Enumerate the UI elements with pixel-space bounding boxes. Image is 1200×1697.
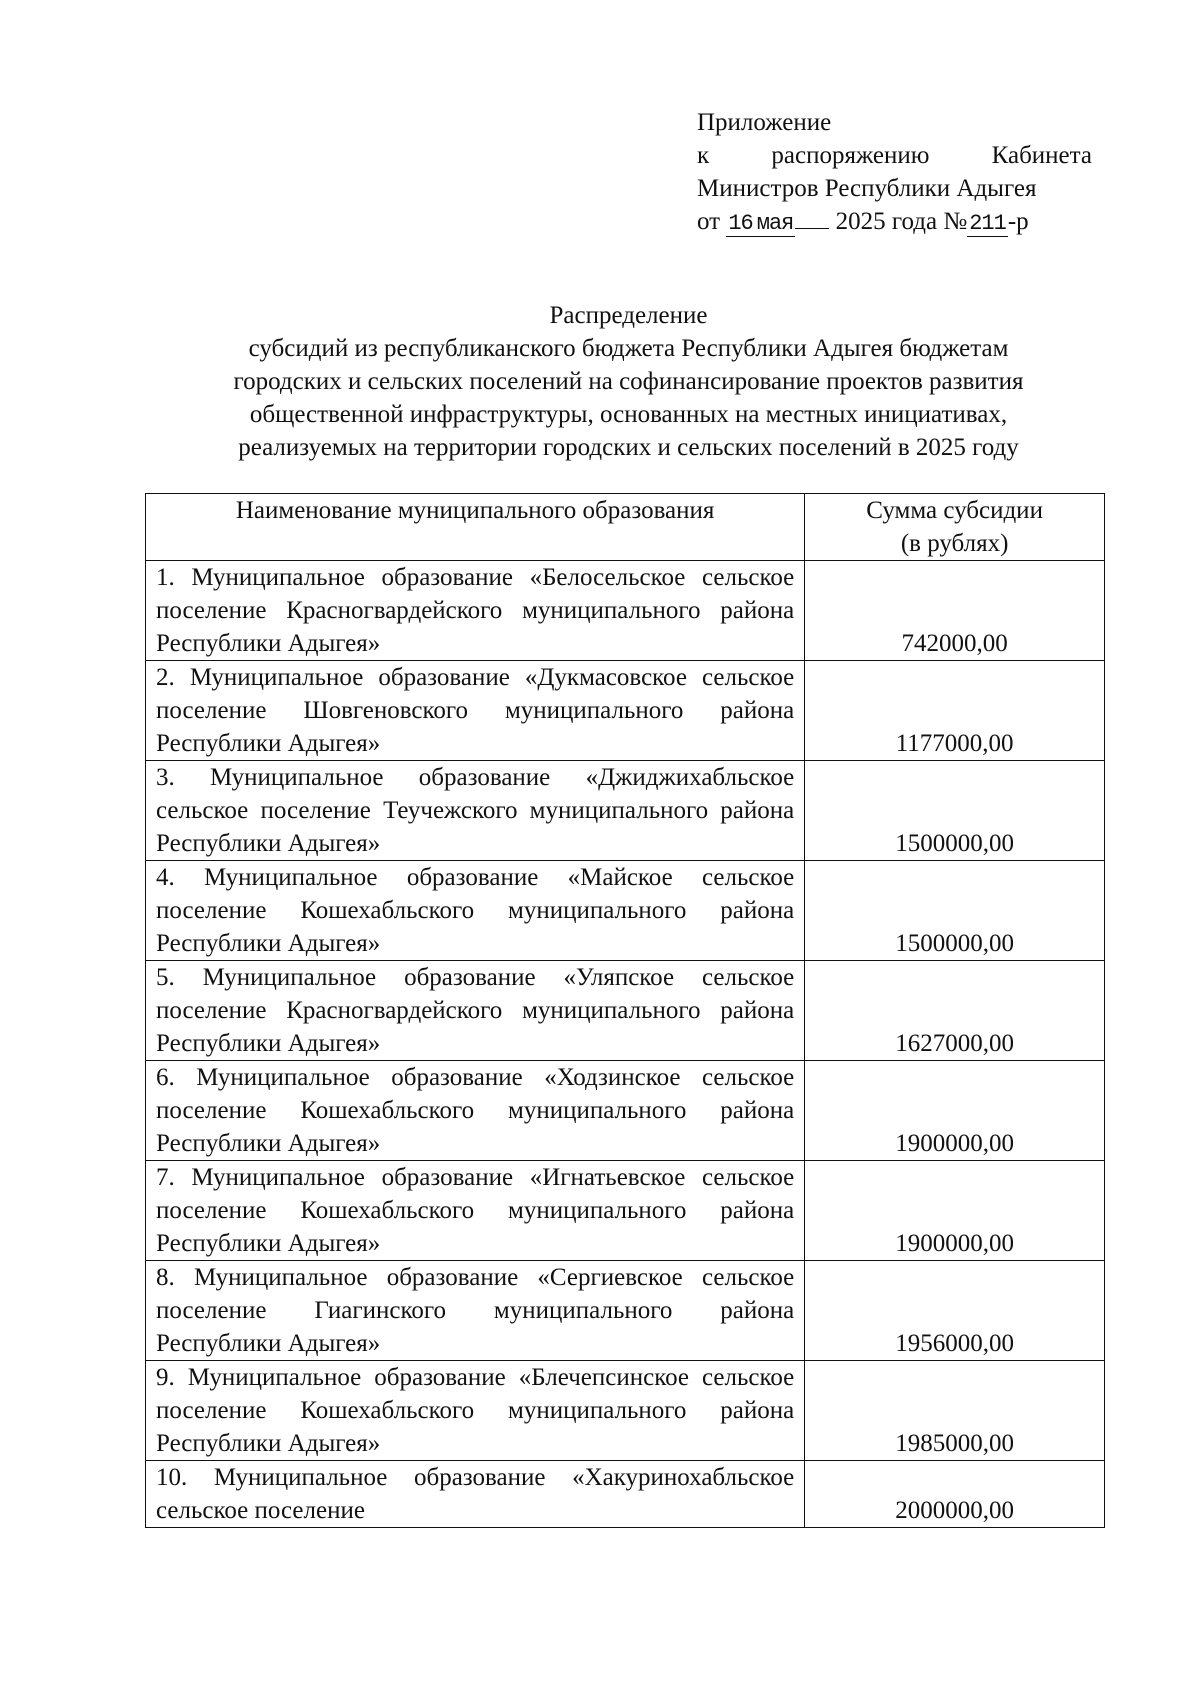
municipality-name: 6. Муниципальное образование «Ходзинское сельское поселение Кошехабльского муниципального района Республики Адыгея» [146,1061,805,1161]
municipality-name: 10. Муниципальное образование «Хакуринохабльское сельское поселение [146,1461,805,1528]
municipality-name: 3. Муниципальное образование «Джиджихабльское сельское поселение Теучежского муниципального района Республики Адыгея» [146,761,805,861]
subsidy-amount: 1627000,00 [805,961,1105,1061]
header-sum [805,494,1105,561]
table-row [146,761,1105,861]
table-row [146,1361,1105,1461]
title-line-4: реализуемых на территории городских и сельских поселений в 2025 году [238,434,1019,461]
date-day: 16 [728,211,753,236]
subsidy-amount: 1900000,00 [805,1161,1105,1261]
municipality-name: 7. Муниципальное образование «Игнатьевское сельское поселение Кошехабльского муниципального района Республики Адыгея» [146,1161,805,1261]
municipality-name: 1. Муниципальное образование «Белосельское сельское поселение Красногвардейского муниципального района Республики Адыгея» [146,561,805,661]
appendix-date-line [697,205,1092,240]
table-row [146,961,1105,1061]
title-line-1: субсидий из республиканского бюджета Республики Адыгея бюджетам [248,335,1009,362]
subsidy-amount: 2000000,00 [805,1461,1105,1528]
doc-number: 211 [969,211,1006,236]
header-municipality: Наименование муниципального образования [146,494,805,561]
table-row [146,661,1105,761]
appendix-title: Приложение [697,109,832,136]
table-row [146,861,1105,961]
doc-suffix: -р [1007,208,1029,235]
municipality-name: 2. Муниципальное образование «Дукмасовское сельское поселение Шовгеновского муниципального района Республики Адыгея» [146,661,805,761]
municipality-name: 4. Муниципальное образование «Майское сельское поселение Кошехабльского муниципального района Республики Адыгея» [146,861,805,961]
municipality-name: 5. Муниципальное образование «Уляпское сельское поселение Красногвардейского муниципального района Республики Адыгея» [146,961,805,1061]
municipality-name: 9. Муниципальное образование «Блечепсинское сельское поселение Кошехабльского муниципального района Республики Адыгея» [146,1361,805,1461]
subsidy-amount: 1985000,00 [805,1361,1105,1461]
date-blank [795,208,829,229]
subsidy-amount: 1956000,00 [805,1261,1105,1361]
subsidy-amount: 1177000,00 [805,661,1105,761]
table-row [146,1461,1105,1528]
title-line-2: городских и сельских поселений на софинансирование проектов развития [233,368,1024,395]
appendix-ref-word-3: Кабинета [991,142,1092,169]
subsidy-amount: 742000,00 [805,561,1105,661]
table-row [146,1061,1105,1161]
table-row [146,1161,1105,1261]
document-title [140,299,1117,464]
municipality-name: 8. Муниципальное образование «Сергиевское сельское поселение Гиагинского муниципального района Республики Адыгея» [146,1261,805,1361]
header-sum-line-1: Сумма субсидии [866,497,1043,524]
subsidies-table [145,493,1105,1528]
table-header-row [146,494,1105,561]
table-row [146,561,1105,661]
date-prefix: от [697,208,721,235]
date-month: мая [756,211,794,236]
appendix-reference [697,139,1092,172]
subsidy-amount: 1900000,00 [805,1061,1105,1161]
appendix-block [697,106,1092,240]
appendix-issuer: Министров Республики Адыгея [697,175,1037,202]
appendix-ref-word-2: распоряжению [771,142,930,169]
title-heading: Распределение [549,302,708,329]
date-year-text: 2025 года № [835,208,968,235]
table-row [146,1261,1105,1361]
subsidy-amount: 1500000,00 [805,861,1105,961]
appendix-ref-word-1: к [697,142,710,169]
header-sum-line-2: (в рублях) [900,530,1009,557]
title-line-3: общественной инфраструктуры, основанных на местных инициативах, [249,401,1008,428]
subsidy-amount: 1500000,00 [805,761,1105,861]
